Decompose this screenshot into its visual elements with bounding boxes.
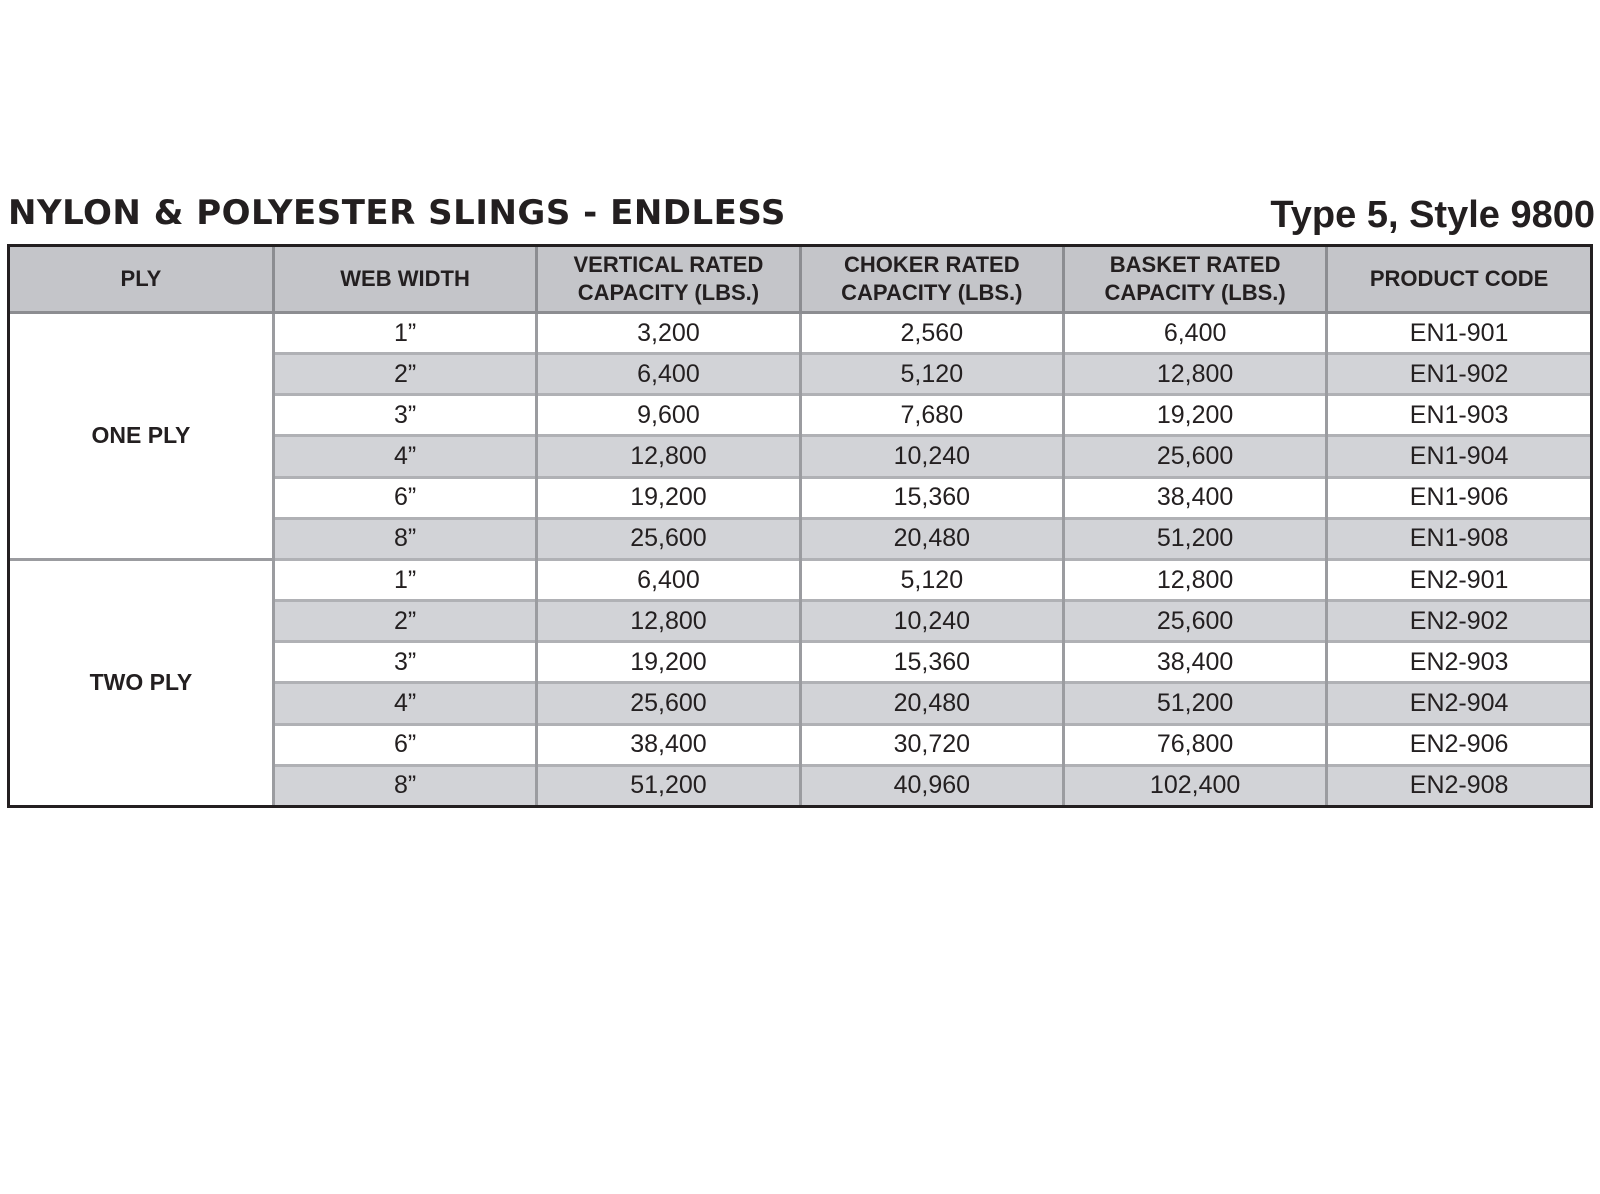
header-basket-line-1: BASKET RATED xyxy=(1109,252,1281,277)
cell-vertical: 12,800 xyxy=(537,436,800,477)
cell-vertical: 25,600 xyxy=(537,518,800,559)
cell-web-width: 8” xyxy=(273,765,536,805)
cell-web-width: 8” xyxy=(273,518,536,559)
cell-basket: 38,400 xyxy=(1064,642,1327,683)
cell-basket: 6,400 xyxy=(1064,313,1327,354)
cell-product-code: EN1-901 xyxy=(1327,313,1590,354)
cell-choker: 10,240 xyxy=(800,436,1063,477)
cell-basket: 102,400 xyxy=(1064,765,1327,805)
cell-web-width: 2” xyxy=(273,601,536,642)
header-choker-line-2: CAPACITY (LBS.) xyxy=(841,280,1023,305)
header-ply: PLY xyxy=(10,247,273,313)
cell-vertical: 9,600 xyxy=(537,395,800,436)
cell-vertical: 51,200 xyxy=(537,765,800,805)
cell-web-width: 3” xyxy=(273,395,536,436)
cell-vertical: 38,400 xyxy=(537,724,800,765)
cell-product-code: EN1-903 xyxy=(1327,395,1590,436)
cell-product-code: EN2-908 xyxy=(1327,765,1590,805)
ply-label-two: TWO PLY xyxy=(10,559,273,805)
spec-table xyxy=(10,247,1590,805)
cell-basket: 19,200 xyxy=(1064,395,1327,436)
header-vertical-line-2: CAPACITY (LBS.) xyxy=(577,280,760,305)
cell-choker: 5,120 xyxy=(800,354,1063,395)
cell-choker: 20,480 xyxy=(800,518,1063,559)
cell-product-code: EN1-902 xyxy=(1327,354,1590,395)
table-row xyxy=(10,313,1590,354)
cell-product-code: EN1-908 xyxy=(1327,518,1590,559)
cell-basket: 12,800 xyxy=(1064,559,1327,600)
cell-basket: 51,200 xyxy=(1064,518,1327,559)
cell-choker: 20,480 xyxy=(800,683,1063,724)
cell-vertical: 19,200 xyxy=(537,477,800,518)
cell-product-code: EN2-902 xyxy=(1327,601,1590,642)
cell-product-code: EN2-901 xyxy=(1327,559,1590,600)
header-web-width: WEB WIDTH xyxy=(273,247,536,313)
cell-basket: 12,800 xyxy=(1064,354,1327,395)
spec-table-container xyxy=(7,244,1593,808)
header-vertical-line-1: VERTICAL RATED xyxy=(573,252,764,277)
cell-basket: 25,600 xyxy=(1064,436,1327,477)
cell-product-code: EN2-906 xyxy=(1327,724,1590,765)
header-product-code: PRODUCT CODE xyxy=(1327,247,1590,313)
cell-choker: 15,360 xyxy=(800,642,1063,683)
cell-web-width: 6” xyxy=(273,477,536,518)
cell-product-code: EN1-906 xyxy=(1327,477,1590,518)
header-basket-line-2: CAPACITY (LBS.) xyxy=(1104,280,1286,305)
cell-choker: 7,680 xyxy=(800,395,1063,436)
cell-web-width: 1” xyxy=(273,313,536,354)
cell-product-code: EN2-904 xyxy=(1327,683,1590,724)
cell-basket: 25,600 xyxy=(1064,601,1327,642)
header-vertical-capacity xyxy=(537,247,800,313)
cell-web-width: 3” xyxy=(273,642,536,683)
cell-vertical: 6,400 xyxy=(537,559,800,600)
header-row xyxy=(10,247,1590,313)
cell-choker: 15,360 xyxy=(800,477,1063,518)
cell-basket: 76,800 xyxy=(1064,724,1327,765)
page-title: NYLON & POLYESTER SLINGS - ENDLESS xyxy=(8,193,786,233)
cell-choker: 30,720 xyxy=(800,724,1063,765)
cell-web-width: 1” xyxy=(273,559,536,600)
ply-label-one: ONE PLY xyxy=(10,313,273,560)
cell-web-width: 4” xyxy=(273,683,536,724)
cell-product-code: EN2-903 xyxy=(1327,642,1590,683)
cell-web-width: 6” xyxy=(273,724,536,765)
cell-vertical: 3,200 xyxy=(537,313,800,354)
cell-choker: 5,120 xyxy=(800,559,1063,600)
header-choker-capacity xyxy=(800,247,1063,313)
page-subtitle: Type 5, Style 9800 xyxy=(1270,194,1595,236)
header-choker-line-1: CHOKER RATED xyxy=(844,252,1020,277)
header-basket-capacity xyxy=(1064,247,1327,313)
cell-basket: 38,400 xyxy=(1064,477,1327,518)
cell-basket: 51,200 xyxy=(1064,683,1327,724)
cell-choker: 10,240 xyxy=(800,601,1063,642)
cell-choker: 40,960 xyxy=(800,765,1063,805)
table-row xyxy=(10,559,1590,600)
cell-vertical: 19,200 xyxy=(537,642,800,683)
cell-vertical: 12,800 xyxy=(537,601,800,642)
cell-choker: 2,560 xyxy=(800,313,1063,354)
cell-vertical: 25,600 xyxy=(537,683,800,724)
cell-product-code: EN1-904 xyxy=(1327,436,1590,477)
cell-web-width: 2” xyxy=(273,354,536,395)
cell-web-width: 4” xyxy=(273,436,536,477)
cell-vertical: 6,400 xyxy=(537,354,800,395)
